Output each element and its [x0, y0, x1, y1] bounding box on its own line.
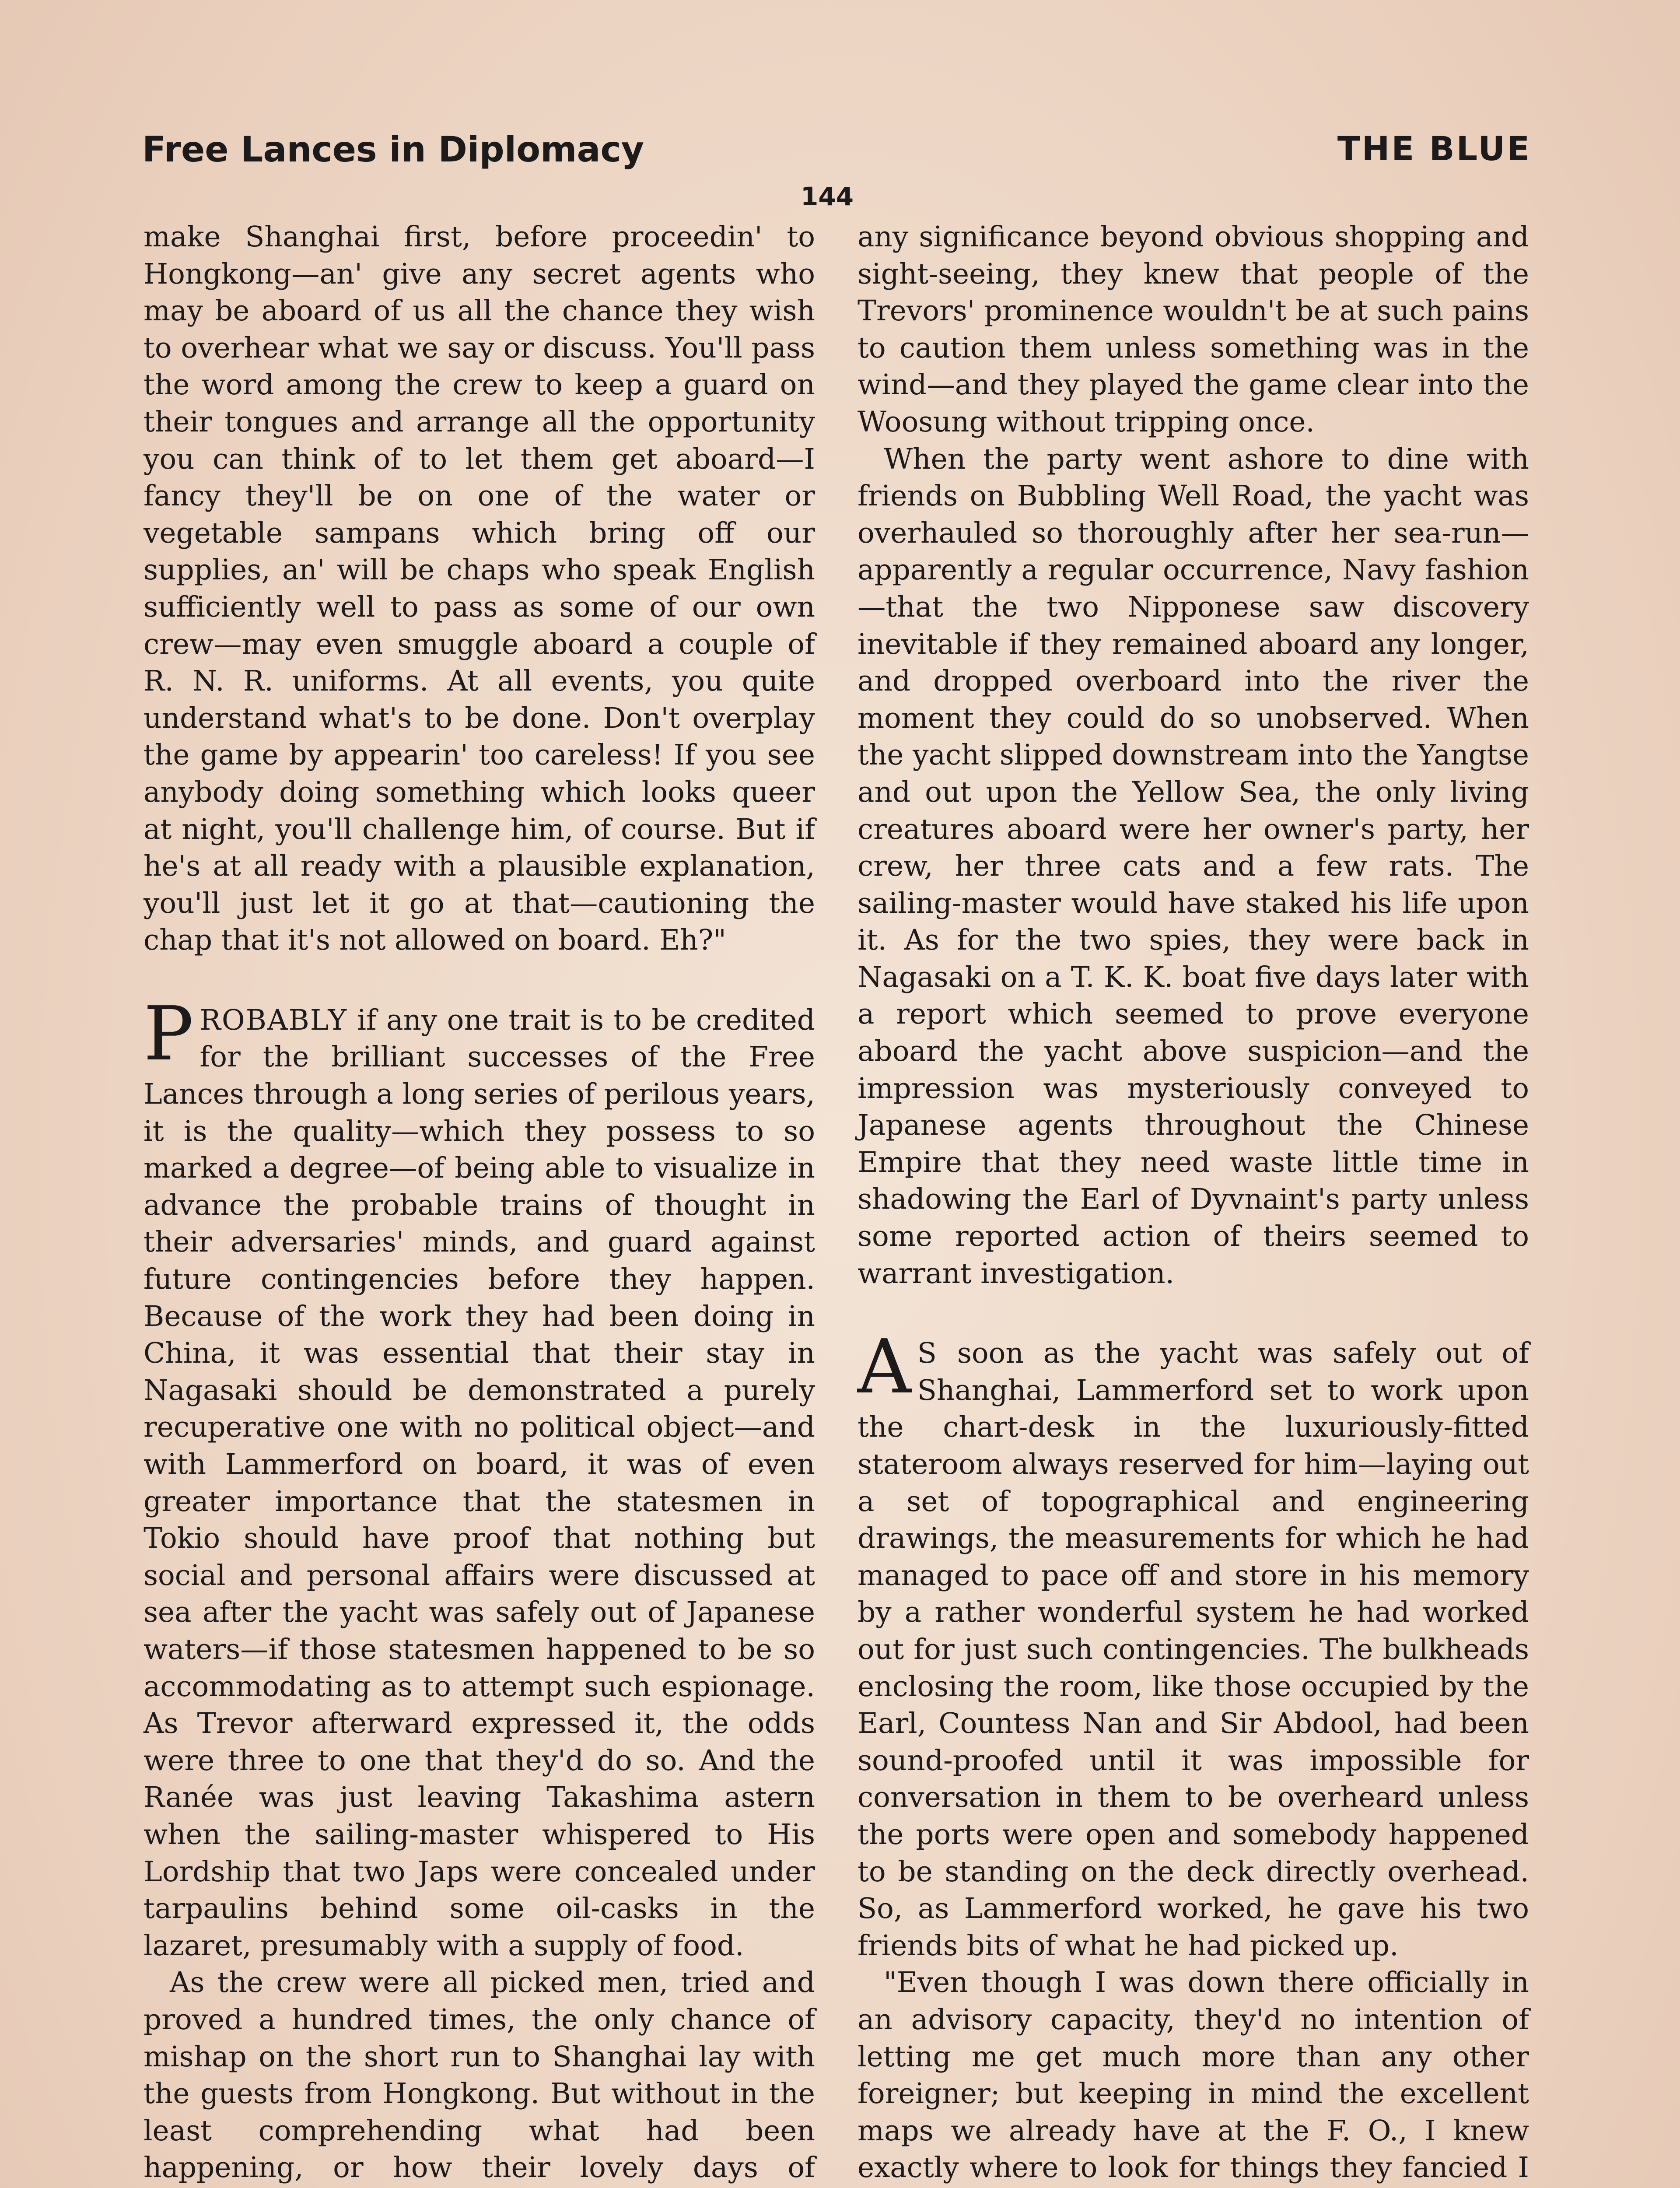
- page-number: 144: [801, 182, 854, 211]
- section-break: [144, 959, 815, 1002]
- small-caps-lead: S: [917, 1337, 938, 1370]
- paragraph-with-dropcap: [858, 1324, 1529, 1964]
- paragraph-with-dropcap: [144, 990, 815, 1964]
- paragraph: make Shanghai first, before proceedin' to Hongkong—an' give any secret agents who may be aboard of us all the chance they wish to overhear what we say or discuss. You'll pass the word among the crew to keep a guard on their tongues and arrange all the opportunity you can think of to let them get aboard—I fancy they'll be on one of the water or vegetable sampans which bring off our supplies, an' will be chaps who speak English sufficiently well to pass as some of our own crew—may even smuggle aboard a couple of R. N. R. uniforms. At all events, you quite understand what's to be done. Don't overplay the game by appearin' too careless! If you see anybody doing something which looks queer at night, you'll challenge him, of course. But if he's at all ready with a plausible explanation, you'll just let it go at that—cautioning the chap that it's not allowed on board. Eh?": [144, 221, 815, 957]
- story-title: Free Lances in Diplomacy: [142, 129, 644, 170]
- paragraph-text: if any one trait is to be credited for the brilliant successes of the Free Lances through a long series of perilous years, it is the quality—which they possess to so marked a degree—of being able to visualize in advance the probable trains of thought in their adversaries' minds, and guard against future contingencies before they happen. Because of the work they had been doing in China, it was essential that their stay in Nagasaki should be demonstrated a purely recuperative one with no political object—and with Lammerford on board, it was of even greater importance that the statesmen in Tokio should have proof that nothing but social and personal affairs were discussed at sea after the yacht was safely out of Japanese waters—if those statesmen happened to be so accommodating as to attempt such espionage. As Trevor afterward expressed it, the odds were three to one that they'd do so. And the Ranée was just leaving Takashima astern when the sailing-master whispered to His Lordship that two Japs were concealed under tarpaulins behind some oil-casks in the lazaret, presumably with a supply of food.: [144, 1003, 815, 1962]
- drop-cap: A: [858, 1324, 911, 1411]
- left-column: [144, 219, 815, 2188]
- paragraph: As the crew were all picked men, tried and proved a hundred times, the only chance of mishap on the short run to Shanghai lay with the guests from Hongkong. But without in the least comprehending what had been happening, or how their lovely days of: [144, 1966, 815, 2184]
- paragraph: When the party went ashore to dine with friends on Bubbling Well Road, the yacht was overhauled so thoroughly after her sea-run—apparently a regular occurrence, Navy fashion—that the two Nipponese saw discovery inevitable if they remained aboard any longer, and dropped overboard into the river the moment they could do so unobserved. When the yacht slipped downstream into the Yangtse and out upon the Yellow Sea, the only living creatures aboard were her owner's party, her crew, her three cats and a few rats. The sailing-master would have staked his life upon it. As for the two spies, they were back in Nagasaki on a T. K. K. boat five days later with a report which seemed to prove everyone aboard the yacht above suspicion—and the impression was mysteriously conveyed to Japanese agents throughout the Chinese Empire that they need waste little time in shadowing the Earl of Dyvnaint's party unless some reported action of theirs seemed to warrant investigation.: [858, 442, 1529, 1290]
- small-caps-lead: ROBABLY: [200, 1003, 347, 1037]
- paragraph: "Even though I was down there officially in an advisory capacity, they'd no intention of letting me get much more than any other foreigner; but keeping in mind the excellent maps we already have at the F. O., I knew exactly where to look for things they fancied I: [858, 1966, 1529, 2184]
- section-break: [858, 1292, 1529, 1335]
- magazine-name: THE BLUE: [1337, 129, 1531, 168]
- paragraph-text: soon as the yacht was safely out of Shanghai, Lammerford set to work upon the chart-desk in the luxuriously-fitted stateroom always reserved for him—laying out a set of topographical and engineering drawings, the measurements for which he had managed to pace off and store in his memory by a rather wonderful system he had worked out for just such contingencies. The bulkheads enclosing the room, like those occupied by the Earl, Countess Nan and Sir Abdool, had been sound-proofed until it was impossible for conversation in them to be overheard unless the ports were open and somebody happened to be standing on the deck directly overhead. So, as Lammerford worked, he gave his two friends bits of what he had picked up.: [858, 1337, 1529, 1962]
- paragraph: any significance beyond obvious shopping and sight-seeing, they knew that people of the Trevors' prominence wouldn't be at such pains to caution them unless something was in the wind—and they played the game clear into the Woosung without tripping once.: [858, 221, 1529, 438]
- drop-cap: P: [144, 990, 194, 1077]
- right-column: [858, 219, 1529, 2188]
